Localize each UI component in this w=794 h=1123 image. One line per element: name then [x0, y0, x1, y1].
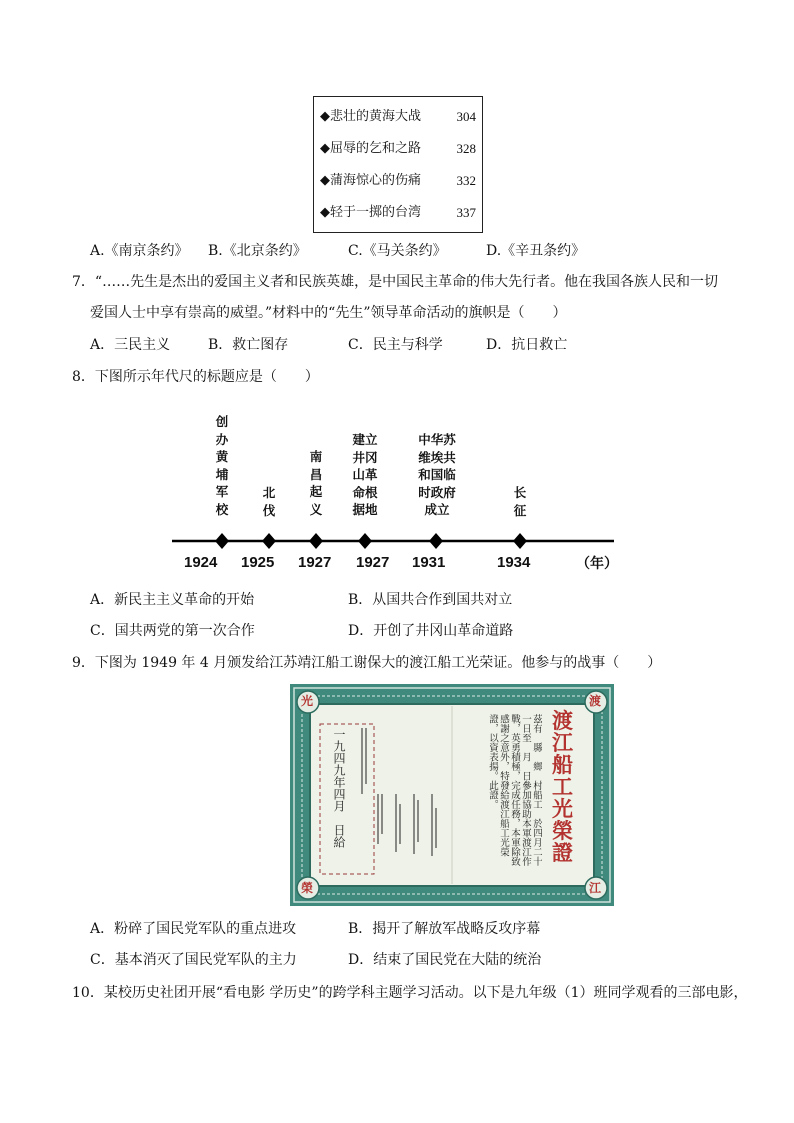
toc-page: 332	[456, 173, 476, 188]
q6-option-d[interactable]: D.《辛丑条约》	[486, 243, 586, 259]
q8-stem: 8．下图所示年代尺的标题应是（ ）	[72, 369, 319, 385]
q9-stem: 9．下图为 1949 年 4 月颁发给江苏靖江船工谢保大的渡江船工光荣证。他参与的战事（ ）	[72, 655, 662, 671]
certificate-corner-char: 渡	[589, 694, 602, 708]
timeline-event-label: 南昌起义	[309, 449, 323, 517]
table-of-contents-box	[313, 96, 483, 233]
certificate-corner-char: 江	[589, 881, 602, 895]
timeline-year: 1925	[241, 554, 275, 571]
q7-stem-line1: 7．“……先生是杰出的爱国主义者和民族英雄，是中国民主革命的伟大先行者。他在我国各族人民和一切	[72, 274, 719, 290]
timeline-marker	[429, 533, 443, 549]
q7-stem-line2: 爱国人士中享有崇高的威望。”材料中的“先生”领导革命活动的旗帜是（ ）	[90, 305, 567, 321]
toc-title: ◆悲壮的黄海大战	[320, 109, 421, 124]
toc-title: ◆轻于一掷的台湾	[320, 205, 421, 220]
timeline-diagram	[168, 408, 628, 578]
q7-option-c[interactable]: C．民主与科学	[348, 337, 443, 353]
certificate-body-text: 茲有 縣 鄉 村船工 於四月二十一日至 月 日參加協助本軍渡江作戰，英勇積極，完成任務，本軍除致感謝之意外，特發給渡江船工光榮證，以資表揚。此證。	[487, 714, 542, 866]
q9-option-d[interactable]: D．结束了国民党在大陆的统治	[348, 952, 542, 968]
timeline-marker	[358, 533, 372, 549]
q7-option-a[interactable]: A．三民主义	[90, 337, 171, 353]
toc-title: ◆屈辱的乞和之路	[320, 141, 421, 156]
toc-page: 304	[456, 109, 476, 124]
q9-option-b[interactable]: B．揭开了解放军战略反攻序幕	[348, 921, 541, 937]
timeline-year: 1931	[412, 554, 446, 571]
q7-option-d[interactable]: D．抗日救亡	[486, 337, 568, 353]
q8-option-d[interactable]: D．开创了井冈山革命道路	[348, 623, 514, 639]
certificate-corner-char: 光	[301, 694, 314, 708]
timeline-year: 1927	[298, 554, 332, 571]
certificate-title: 渡江船工光榮證	[552, 708, 573, 865]
certificate-corner-char: 榮	[301, 881, 314, 895]
timeline-marker	[215, 533, 229, 549]
q9-option-c[interactable]: C．基本消灭了国民党军队的主力	[90, 952, 297, 968]
q8-option-c[interactable]: C．国共两党的第一次合作	[90, 623, 255, 639]
timeline-axis	[168, 408, 628, 578]
timeline-year: 1934	[497, 554, 531, 571]
timeline-marker	[262, 533, 276, 549]
ferry-boatman-honor-certificate	[290, 684, 614, 906]
q7-option-b[interactable]: B．救亡图存	[208, 337, 289, 353]
q9-option-a[interactable]: A．粉碎了国民党军队的重点进攻	[90, 921, 297, 937]
q6-option-a[interactable]: A.《南京条约》	[90, 243, 189, 259]
timeline-marker	[309, 533, 323, 549]
timeline-event-label: 创办黄埔军校	[215, 414, 229, 517]
toc-page: 337	[456, 205, 476, 220]
certificate-signatures	[356, 724, 446, 874]
q6-option-c[interactable]: C.《马关条约》	[348, 243, 447, 259]
q10-stem: 10．某校历史社团开展“看电影 学历史”的跨学科主题学习活动。以下是九年级（1）班同学观看的三部电影，	[72, 985, 748, 1001]
q8-option-b[interactable]: B．从国共合作到国共对立	[348, 592, 513, 608]
timeline-unit: （年）	[576, 555, 618, 571]
timeline-year: 1927	[356, 554, 390, 571]
q6-option-b[interactable]: B.《北京条约》	[208, 243, 307, 259]
timeline-event-label: 长征	[513, 485, 527, 518]
toc-page: 328	[456, 141, 476, 156]
timeline-marker	[513, 533, 527, 549]
toc-title: ◆蒲海惊心的伤痛	[320, 173, 421, 188]
timeline-year: 1924	[184, 554, 218, 571]
q8-option-a[interactable]: A．新民主主义革命的开始	[90, 592, 255, 608]
timeline-event-label: 中华苏维埃共和国临时政府成立	[418, 432, 456, 517]
certificate-date: 一九四九年四月 日給	[332, 728, 346, 848]
timeline-event-label: 北伐	[262, 485, 276, 518]
timeline-event-label: 建立井冈山革命根据地	[352, 432, 378, 517]
